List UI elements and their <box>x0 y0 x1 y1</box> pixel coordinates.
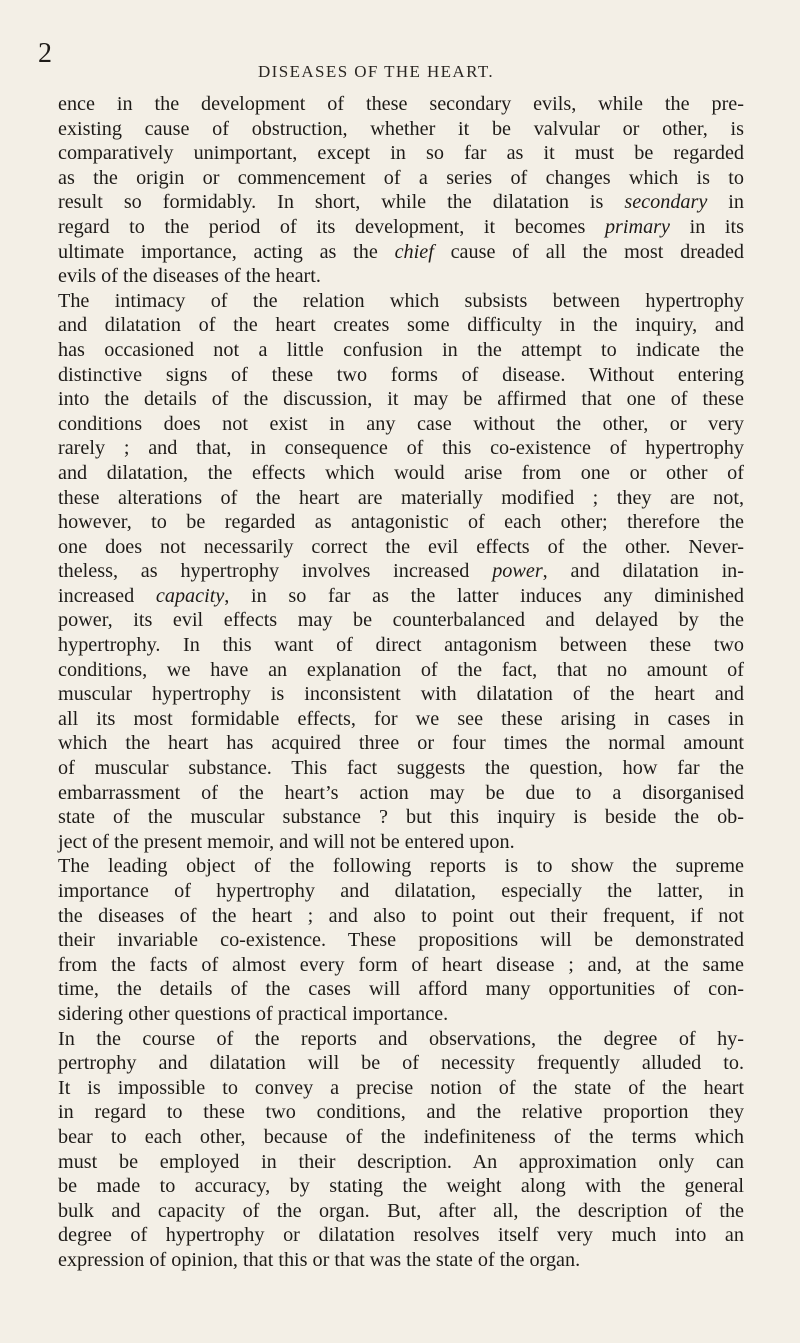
text-line: time, the details of the cases will afford many opportunities of con- <box>58 978 744 1001</box>
text-line: evils of the diseases of the heart. <box>58 265 321 288</box>
page-number: 2 <box>38 38 52 69</box>
text-line: of muscular substance. This fact suggests the question, how far the <box>58 757 744 780</box>
text-line: The leading object of the following reports is to show the supreme <box>58 855 744 878</box>
text-line: state of the muscular substance ? but this inquiry is beside the ob- <box>58 806 744 829</box>
text-line: as the origin or commencement of a series of changes which is to <box>58 166 744 189</box>
text-line: these alterations of the heart are materially modified ; they are not, <box>58 486 744 509</box>
text-line: embarrassment of the heart’s action may be due to a disorganised <box>58 781 744 804</box>
text-line: bulk and capacity of the organ. But, after all, the description of the <box>58 1199 744 1222</box>
text-line: importance of hypertrophy and dilatation, especially the latter, in <box>58 880 744 902</box>
text-line: power, its evil effects may be counterbalanced and delayed by the <box>58 609 744 632</box>
text-line: distinctive signs of these two forms of disease. Without entering <box>58 363 744 386</box>
text-line: bear to each other, because of the indefiniteness of the terms which <box>58 1125 744 1148</box>
text-line: and dilatation, the effects which would arise from one or other of <box>58 461 744 484</box>
text-line: increased capacity, in so far as the latter induces any diminished <box>58 584 745 607</box>
text-line: The intimacy of the relation which subsists between hypertrophy <box>58 289 744 312</box>
text-line: be made to accuracy, by stating the weight along with the general <box>58 1175 744 1198</box>
text-line: expression of opinion, that this or that was the state of the organ. <box>58 1248 581 1271</box>
text-line: hypertrophy. In this want of direct antagonism between these two <box>58 634 744 657</box>
italic-word: power <box>492 560 543 583</box>
text-line: must be employed in their description. An approximation only can <box>58 1150 744 1173</box>
text-line: has occasioned not a little confusion in the attempt to indicate the <box>58 338 744 361</box>
text-line: existing cause of obstruction, whether it be valvular or other, is <box>58 117 744 140</box>
italic-word: chief <box>394 240 434 263</box>
text-line: conditions does not exist in any case without the other, or very <box>58 412 744 435</box>
text-line: which the heart has acquired three or four times the normal amount <box>58 732 744 755</box>
italic-word: secondary <box>624 191 708 214</box>
text-line: pertrophy and dilatation will be of necessity frequently alluded to. <box>58 1052 744 1075</box>
text-line: one does not necessarily correct the evil effects of the other. Never- <box>58 535 744 558</box>
text-line: In the course of the reports and observations, the degree of hy- <box>58 1027 744 1050</box>
text-line: however, to be regarded as antagonistic of each other; therefore the <box>58 511 744 534</box>
text-line: their invariable co-existence. These propositions will be demonstrated <box>58 929 744 952</box>
text-line: conditions, we have an explanation of the fact, that no amount of <box>58 658 744 681</box>
text-line: sidering other questions of practical importance. <box>58 1002 449 1025</box>
body-text <box>58 92 744 1273</box>
text-line: and dilatation of the heart creates some difficulty in the inquiry, and <box>58 314 744 337</box>
text-line: regard to the period of its development, it becomes primary in its <box>58 215 744 238</box>
text-line: result so formidably. In short, while the dilatation is secondary in <box>58 191 744 214</box>
text-line: degree of hypertrophy or dilatation resolves itself very much into an <box>58 1224 744 1247</box>
italic-word: capacity <box>155 584 225 607</box>
text-line: the diseases of the heart ; and also to point out their frequent, if not <box>58 904 744 927</box>
text-line: ence in the development of these secondary evils, while the pre- <box>58 93 744 115</box>
text-line: muscular hypertrophy is inconsistent with dilatation of the heart and <box>58 683 744 706</box>
text-line: comparatively unimportant, except in so far as it must be regarded <box>58 142 744 165</box>
text-line: in regard to these two conditions, and the relative proportion they <box>58 1101 744 1124</box>
text-line: ultimate importance, acting as the chief cause of all the most dreaded <box>58 240 744 263</box>
italic-word: primary <box>604 215 671 238</box>
text-line: into the details of the discussion, it may be affirmed that one of these <box>58 388 744 411</box>
running-title: DISEASES OF THE HEART. <box>258 62 494 81</box>
text-line: theless, as hypertrophy involves increased power, and dilatation in- <box>58 560 744 583</box>
text-line: rarely ; and that, in consequence of this co-existence of hypertrophy <box>58 437 744 460</box>
text-line: ject of the present memoir, and will not be entered upon. <box>58 830 515 853</box>
text-line: from the facts of almost every form of heart disease ; and, at the same <box>58 953 744 976</box>
text-line: all its most formidable effects, for we see these arising in cases in <box>58 707 744 730</box>
text-line: It is impossible to convey a precise notion of the state of the heart <box>58 1076 744 1099</box>
